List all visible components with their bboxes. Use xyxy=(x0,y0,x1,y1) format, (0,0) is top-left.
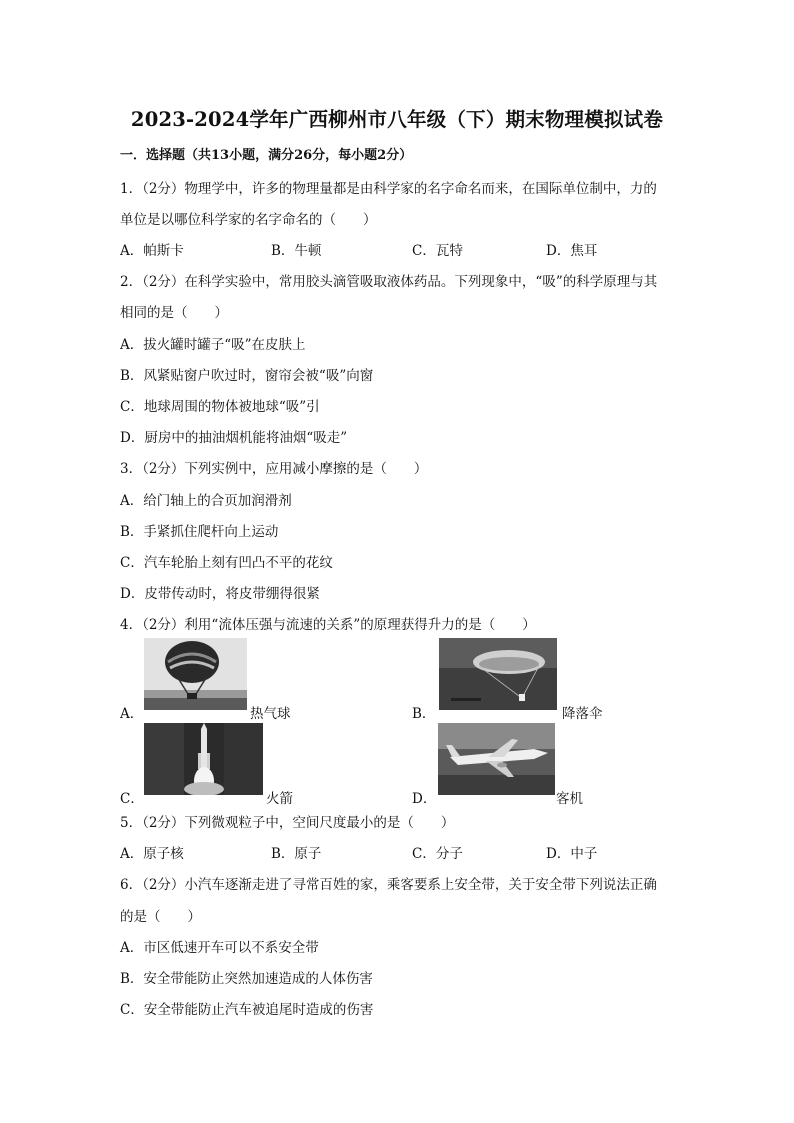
q5-stem: 5．（2分）下列微观粒子中，空间尺度最小的是（ ） xyxy=(120,815,455,831)
q3-stem: 3．（2分）下列实例中，应用减小摩擦的是（ ） xyxy=(120,461,428,477)
q2-stem-line1: 2．（2分）在科学实验中，常用胶头滴管吸取液体药品。下列现象中，“吸”的科学原理与其 xyxy=(120,274,658,290)
q1-stem-line2: 单位是以哪位科学家的名字命名的（ ） xyxy=(120,212,377,228)
airliner-photo xyxy=(438,723,555,795)
section-heading: 一．选择题（共13小题，满分26分，每小题2分） xyxy=(120,148,413,163)
q4-option-a-caption: 热气球 xyxy=(250,706,291,722)
q6-stem-line2: 的是（ ） xyxy=(120,909,201,925)
q4-option-c-caption: 火箭 xyxy=(266,791,293,807)
q6-option-c: C．安全带能防止汽车被追尾时造成的伤害 xyxy=(120,1002,374,1018)
q5-option-d: D．中子 xyxy=(546,846,598,862)
q3-option-a: A．给门轴上的合页加润滑剂 xyxy=(120,493,292,509)
q4-option-b-caption: 降落伞 xyxy=(562,706,603,722)
q6-option-a: A．市区低速开车可以不系安全带 xyxy=(120,940,319,956)
q1-option-a: A．帕斯卡 xyxy=(120,243,184,259)
q4-option-c-letter: C． xyxy=(120,791,144,807)
q1-stem-line1: 1．（2分）物理学中，许多的物理量都是由科学家的名字命名而来，在国际单位制中，力的 xyxy=(120,181,657,197)
q4-option-d-letter: D． xyxy=(412,791,437,807)
q2-option-c: C．地球周围的物体被地球“吸”引 xyxy=(120,399,320,415)
q1-option-d: D．焦耳 xyxy=(546,243,598,259)
q6-option-b: B．安全带能防止突然加速造成的人体伤害 xyxy=(120,971,373,987)
q2-option-b: B．风紧贴窗户吹过时，窗帘会被“吸”向窗 xyxy=(120,368,374,384)
q1-option-b: B．牛顿 xyxy=(271,243,322,259)
q2-stem-line2: 相同的是（ ） xyxy=(120,305,228,321)
q5-option-b: B．原子 xyxy=(271,846,322,862)
q4-option-a-letter: A． xyxy=(120,706,144,722)
rocket-photo xyxy=(144,723,263,795)
q2-option-d: D．厨房中的抽油烟机能将油烟“吸走” xyxy=(120,430,348,446)
q3-option-b: B．手紧抓住爬杆向上运动 xyxy=(120,524,279,540)
page-title: 2023-2024学年广西柳州市八年级（下）期末物理模拟试卷 xyxy=(130,108,664,131)
parachute-photo xyxy=(439,638,557,710)
hot-air-balloon-photo xyxy=(144,638,247,710)
q4-stem: 4．（2分）利用“流体压强与流速的关系”的原理获得升力的是（ ） xyxy=(120,617,536,633)
q5-option-c: C．分子 xyxy=(412,846,463,862)
q4-option-d-caption: 客机 xyxy=(556,791,583,807)
q5-option-a: A．原子核 xyxy=(120,846,184,862)
q1-option-c: C．瓦特 xyxy=(412,243,463,259)
q4-option-b-letter: B． xyxy=(412,706,436,722)
q3-option-d: D．皮带传动时，将皮带绷得很紧 xyxy=(120,586,320,602)
q3-option-c: C．汽车轮胎上刻有凹凸不平的花纹 xyxy=(120,555,333,571)
q2-option-a: A．拔火罐时罐子“吸”在皮肤上 xyxy=(120,337,306,353)
q6-stem-line1: 6．（2分）小汽车逐渐走进了寻常百姓的家，乘客要系上安全带，关于安全带下列说法正确 xyxy=(120,877,657,893)
